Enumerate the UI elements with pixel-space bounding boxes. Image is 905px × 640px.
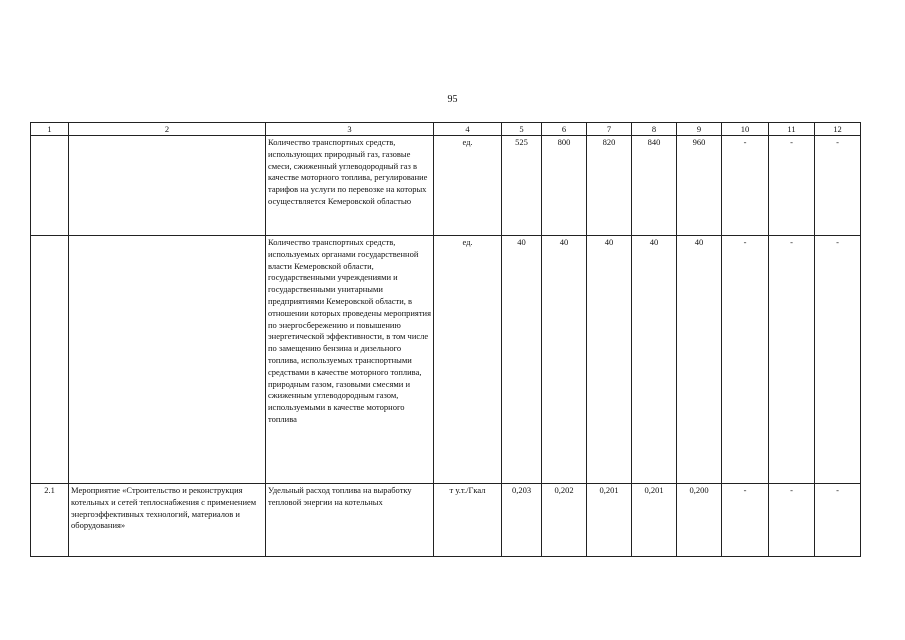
value-cell: - [815,236,861,484]
value-cell: - [722,236,769,484]
indicator-cell: Количество транспортных средств, используемых органами государственной власти Кемеровской области, государственными учреждениями и государственными унитарными предприятиями Кемеровской области, в отношении которых проведены мероприятия по энергосбережению и повышению энергетической эффективности, в том числе по замещению бензина и дизельного топлива, используемых транспортными средствами в качестве моторного топлива, природным газом, газовыми смесями и сжиженным углеводородным газом, используемыми в качестве моторного топлива [266,236,434,484]
header-cell: 6 [542,123,587,136]
header-cell: 5 [502,123,542,136]
value-cell: 0,202 [542,484,587,557]
value-cell: - [769,484,815,557]
indicator-cell: Количество транспортных средств, использующих природный газ, газовые смеси, сжиженный углеводородный газ в качестве моторного топлива, регулирование тарифов на услуги по перевозке на которых осуществляется Кемеровской областью [266,136,434,236]
header-cell: 4 [434,123,502,136]
value-cell: - [815,484,861,557]
row-number-cell [31,136,69,236]
unit-cell: т у.т./Гкал [434,484,502,557]
table-row [31,236,861,484]
unit-cell: ед. [434,136,502,236]
value-cell: - [815,136,861,236]
header-cell: 9 [677,123,722,136]
value-cell: 40 [677,236,722,484]
header-cell: 10 [722,123,769,136]
header-row [31,123,861,136]
value-cell: 0,203 [502,484,542,557]
value-cell: - [769,136,815,236]
header-cell: 11 [769,123,815,136]
measure-cell [69,236,266,484]
row-number-cell: 2.1 [31,484,69,557]
value-cell: 0,200 [677,484,722,557]
value-cell: 525 [502,136,542,236]
value-cell: - [722,136,769,236]
indicator-cell: Удельный расход топлива на выработку тепловой энергии на котельных [266,484,434,557]
table-row [31,136,861,236]
value-cell: 0,201 [632,484,677,557]
row-number-cell [31,236,69,484]
value-cell: 840 [632,136,677,236]
header-cell: 3 [266,123,434,136]
header-cell: 2 [69,123,266,136]
value-cell: 40 [502,236,542,484]
unit-cell: ед. [434,236,502,484]
measure-cell [69,136,266,236]
header-cell: 12 [815,123,861,136]
header-cell: 8 [632,123,677,136]
indicators-table [30,122,861,557]
value-cell: 820 [587,136,632,236]
value-cell: 0,201 [587,484,632,557]
value-cell: 40 [587,236,632,484]
value-cell: 40 [542,236,587,484]
value-cell: - [769,236,815,484]
value-cell: 960 [677,136,722,236]
table-row [31,484,861,557]
value-cell: 800 [542,136,587,236]
page-number: 95 [447,94,458,105]
measure-cell: Мероприятие «Строительство и реконструкция котельных и сетей теплоснабжения с применением энергоэффективных технологий, материалов и оборудования» [69,484,266,557]
value-cell: - [722,484,769,557]
header-cell: 7 [587,123,632,136]
header-cell: 1 [31,123,69,136]
value-cell: 40 [632,236,677,484]
